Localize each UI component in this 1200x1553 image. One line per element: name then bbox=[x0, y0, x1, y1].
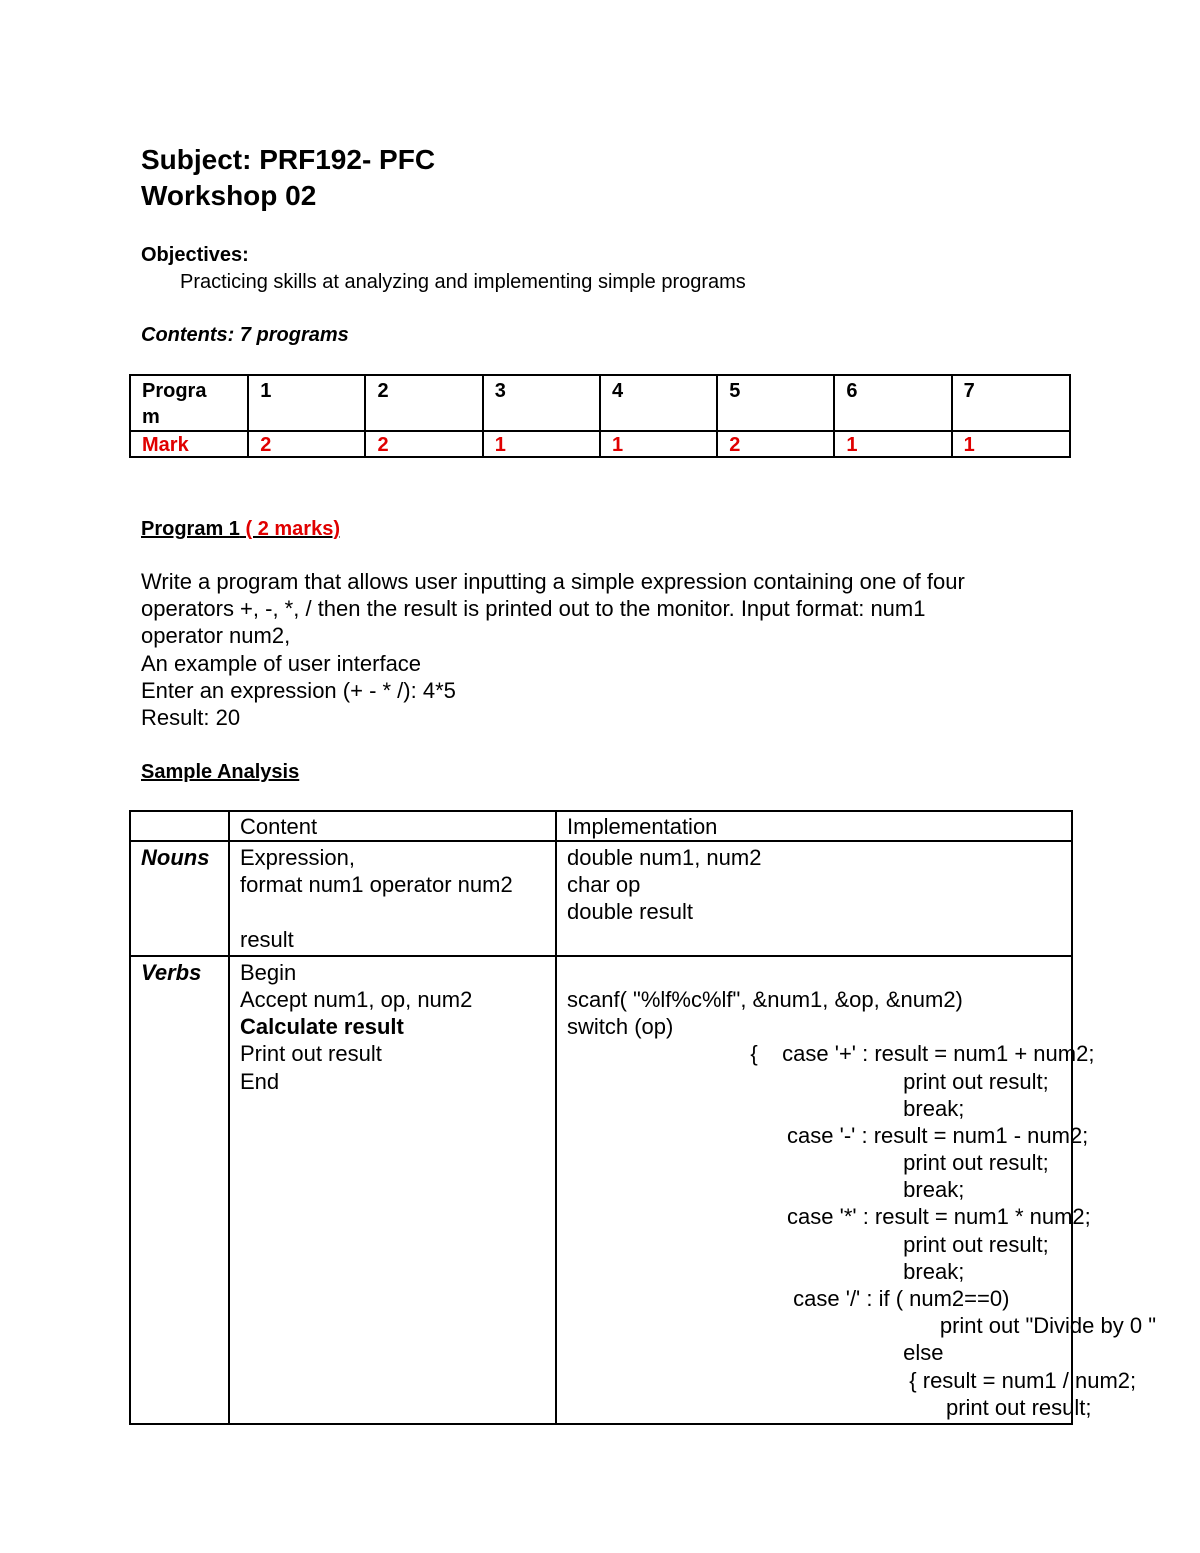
mark-value-cell: 2 bbox=[717, 431, 834, 457]
nouns-content-line: result bbox=[240, 926, 294, 952]
nouns-content-line: Expression, bbox=[240, 845, 355, 870]
program-label-line2: m bbox=[142, 406, 160, 428]
code-line: print out "Divide by 0 " bbox=[567, 1313, 1157, 1339]
mark-header-cell: Mark bbox=[130, 431, 248, 457]
program1-marks: ( 2 marks) bbox=[245, 518, 340, 540]
mark-value-cell: 1 bbox=[483, 431, 600, 457]
program-number-cell: 6 bbox=[834, 375, 951, 431]
mark-value-cell: 2 bbox=[365, 431, 482, 457]
code-line: case '*' : result = num1 * num2; bbox=[567, 1204, 1091, 1230]
nouns-implementation-line: char op bbox=[567, 872, 641, 898]
description-line: Enter an expression (+ - * /): 4*5 bbox=[141, 677, 456, 703]
description-line: operators +, -, *, / then the result is printed out to the monitor. Input format: num1 bbox=[141, 596, 926, 622]
code-line: print out result; bbox=[567, 1068, 1049, 1094]
nouns-implementation-line: double num1, num2 bbox=[567, 845, 762, 870]
program-number-cell: 7 bbox=[952, 375, 1070, 431]
program-label-line1: Progra bbox=[142, 380, 207, 402]
verbs-content-line: End bbox=[240, 1068, 280, 1094]
code-line: { result = num1 / num2; bbox=[567, 1367, 1137, 1393]
code-line: break; bbox=[567, 1095, 965, 1121]
mark-value-cell: 2 bbox=[248, 431, 365, 457]
subject-title: Subject: PRF192- PFC bbox=[141, 144, 436, 175]
nouns-row bbox=[130, 841, 1072, 956]
verbs-content-line: Accept num1, op, num2 bbox=[240, 986, 473, 1012]
code-line bbox=[567, 959, 1061, 986]
nouns-implementation-cell bbox=[556, 841, 1072, 956]
program-header-cell bbox=[130, 375, 248, 431]
code-line: print out result; bbox=[567, 1231, 1049, 1257]
verbs-content-cell bbox=[229, 956, 556, 1424]
description-line: An example of user interface bbox=[141, 650, 422, 676]
program-row bbox=[130, 375, 1070, 431]
code-line: case '-' : result = num1 - num2; bbox=[567, 1122, 1089, 1148]
sample-analysis-heading: Sample Analysis bbox=[141, 761, 300, 783]
code-line: break; bbox=[567, 1177, 965, 1203]
analysis-table bbox=[129, 810, 1157, 1425]
nouns-content-cell bbox=[229, 841, 556, 956]
implementation-header-cell: Implementation bbox=[556, 811, 1072, 841]
program1-description bbox=[141, 568, 965, 731]
content-header-cell: Content bbox=[229, 811, 556, 841]
code-line: print out result; bbox=[567, 1394, 1092, 1420]
marks-table bbox=[129, 374, 1071, 458]
program-number-cell: 2 bbox=[365, 375, 482, 431]
description-line: operator num2, bbox=[141, 623, 291, 649]
program-number-cell: 1 bbox=[248, 375, 365, 431]
nouns-content-line: format num1 operator num2 bbox=[240, 872, 513, 898]
code-line: scanf( "%lf%c%lf", &num1, &op, &num2) bbox=[567, 986, 963, 1012]
mark-value-cell: 1 bbox=[600, 431, 717, 457]
contents-label: Contents: 7 programs bbox=[141, 324, 349, 346]
verbs-row bbox=[130, 956, 1072, 1424]
mark-row bbox=[130, 431, 1070, 457]
code-line: switch (op) bbox=[567, 1014, 674, 1040]
verbs-implementation-cell bbox=[556, 956, 1157, 1424]
objectives-label: Objectives: bbox=[141, 244, 249, 266]
program1-heading bbox=[141, 516, 340, 542]
code-line: { case '+' : result = num1 + num2; bbox=[567, 1041, 1095, 1067]
mark-value-cell: 1 bbox=[834, 431, 951, 457]
description-line: Result: 20 bbox=[141, 704, 241, 730]
program-number-cell: 5 bbox=[717, 375, 834, 431]
program-number-cell: 4 bbox=[600, 375, 717, 431]
code-line: break; bbox=[567, 1258, 965, 1284]
verbs-content-line: Print out result bbox=[240, 1041, 382, 1067]
mark-value-cell: 1 bbox=[952, 431, 1070, 457]
program-number-cell: 3 bbox=[483, 375, 600, 431]
nouns-implementation-line: double result bbox=[567, 899, 693, 925]
verbs-label: Verbs bbox=[130, 956, 229, 1424]
objectives-text: Practicing skills at analyzing and implementing simple programs bbox=[180, 271, 746, 293]
code-line: else bbox=[567, 1340, 944, 1366]
code-line: print out result; bbox=[567, 1150, 1049, 1176]
workshop-title: Workshop 02 bbox=[141, 180, 317, 211]
analysis-header-row bbox=[130, 811, 1072, 841]
code-line: case '/' : if ( num2==0) bbox=[567, 1286, 1010, 1311]
verbs-content-line: Begin bbox=[240, 959, 297, 985]
nouns-label: Nouns bbox=[130, 841, 229, 956]
nouns-content-line bbox=[240, 898, 545, 925]
program1-title: Program 1 bbox=[141, 518, 240, 540]
verbs-content-line: Calculate result bbox=[240, 1014, 404, 1040]
description-line: Write a program that allows user inputting a simple expression containing one of four bbox=[141, 569, 965, 594]
empty-header-cell bbox=[130, 811, 229, 841]
